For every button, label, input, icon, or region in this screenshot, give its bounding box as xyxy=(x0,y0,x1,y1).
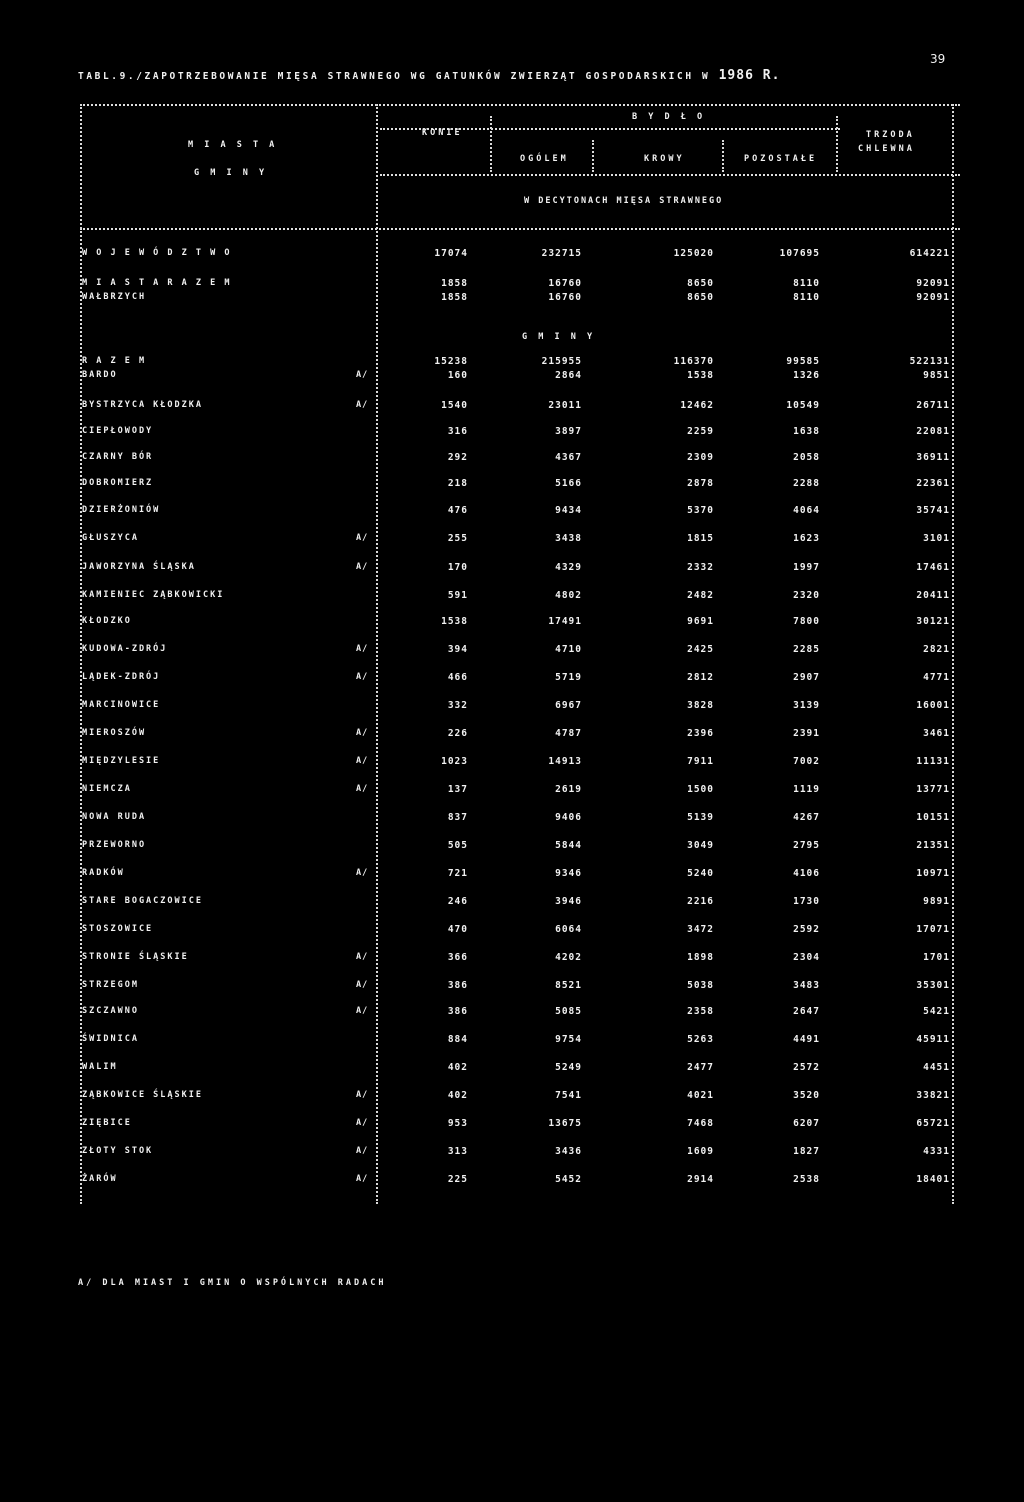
row-value: 2572 xyxy=(793,1062,820,1073)
row-value: 7002 xyxy=(793,756,820,767)
row-value: 137 xyxy=(447,784,468,795)
row-footnote-flag: A/ xyxy=(356,952,369,962)
row-name: M I A S T A R A Z E M xyxy=(82,278,232,288)
row-value: 116370 xyxy=(673,356,714,367)
row-footnote-flag: A/ xyxy=(356,672,369,682)
row-value: 2592 xyxy=(793,924,820,935)
row-value: 13675 xyxy=(548,1118,582,1129)
row-name: KŁODZKO xyxy=(82,616,132,626)
row-value: 2332 xyxy=(687,562,714,573)
row-value: 6207 xyxy=(793,1118,820,1129)
row-value: 232715 xyxy=(541,248,582,259)
row-value: 9891 xyxy=(923,896,950,907)
row-value: 8110 xyxy=(793,292,820,303)
row-value: 1815 xyxy=(687,533,714,544)
row-value: 1730 xyxy=(793,896,820,907)
row-name: DOBROMIERZ xyxy=(82,478,154,488)
row-value: 225 xyxy=(447,1174,468,1185)
row-value: 9346 xyxy=(555,868,582,879)
row-name: NIEMCZA xyxy=(82,784,132,794)
row-value: 5085 xyxy=(555,1006,582,1017)
row-value: 5421 xyxy=(923,1006,950,1017)
row-footnote-flag: A/ xyxy=(356,533,369,543)
row-value: 15238 xyxy=(434,356,468,367)
row-name: KUDOWA-ZDRÓJ xyxy=(82,644,168,654)
row-value: 8650 xyxy=(687,278,714,289)
konie-divider xyxy=(490,116,492,172)
row-value: 8521 xyxy=(555,980,582,991)
header-unit: W DECYTONACH MIĘSA STRAWNEGO xyxy=(524,196,724,206)
row-name: GŁUSZYCA xyxy=(82,533,139,543)
row-value: 17461 xyxy=(916,562,950,573)
header-bottom-rule xyxy=(80,228,960,230)
row-name: MARCINOWICE xyxy=(82,700,161,710)
krowy-divider xyxy=(722,140,724,172)
row-value: 7468 xyxy=(687,1118,714,1129)
row-value: 470 xyxy=(447,924,468,935)
right-border xyxy=(952,104,954,1204)
row-value: 226 xyxy=(447,728,468,739)
row-value: 2914 xyxy=(687,1174,714,1185)
table-title xyxy=(78,68,780,83)
row-value: 21351 xyxy=(916,840,950,851)
row-value: 3438 xyxy=(555,533,582,544)
row-value: 7800 xyxy=(793,616,820,627)
row-value: 5139 xyxy=(687,812,714,823)
row-value: 1609 xyxy=(687,1146,714,1157)
row-value: 1701 xyxy=(923,952,950,963)
row-name: R A Z E M xyxy=(82,356,147,366)
row-value: 2320 xyxy=(793,590,820,601)
row-value: 23011 xyxy=(548,400,582,411)
row-value: 35741 xyxy=(916,505,950,516)
row-value: 3436 xyxy=(555,1146,582,1157)
row-value: 4329 xyxy=(555,562,582,573)
row-value: 10151 xyxy=(916,812,950,823)
header-konie: KONIE xyxy=(422,128,463,138)
row-name: PRZEWORNO xyxy=(82,840,147,850)
row-value: 3828 xyxy=(687,700,714,711)
row-footnote-flag: A/ xyxy=(356,1090,369,1100)
row-value: 5038 xyxy=(687,980,714,991)
row-name: ZŁOTY STOK xyxy=(82,1146,154,1156)
row-value: 7911 xyxy=(687,756,714,767)
row-value: 2396 xyxy=(687,728,714,739)
row-value: 33821 xyxy=(916,1090,950,1101)
row-value: 5844 xyxy=(555,840,582,851)
row-value: 292 xyxy=(447,452,468,463)
row-value: 3461 xyxy=(923,728,950,739)
row-footnote-flag: A/ xyxy=(356,562,369,572)
row-value: 3101 xyxy=(923,533,950,544)
row-value: 505 xyxy=(447,840,468,851)
row-name: LĄDEK-ZDRÓJ xyxy=(82,672,161,682)
row-value: 1898 xyxy=(687,952,714,963)
row-name: STARE BOGACZOWICE xyxy=(82,896,203,906)
row-footnote-flag: A/ xyxy=(356,728,369,738)
row-value: 9754 xyxy=(555,1034,582,1045)
table-title-year: 1986 R. xyxy=(718,68,781,83)
row-value: 9406 xyxy=(555,812,582,823)
row-value: 2288 xyxy=(793,478,820,489)
row-name: ZIĘBICE xyxy=(82,1118,132,1128)
row-value: 837 xyxy=(447,812,468,823)
row-footnote-flag: A/ xyxy=(356,400,369,410)
row-value: 614221 xyxy=(909,248,950,259)
row-value: 4064 xyxy=(793,505,820,516)
row-value: 2795 xyxy=(793,840,820,851)
row-value: 394 xyxy=(447,644,468,655)
page-number: 39 xyxy=(930,52,946,66)
row-value: 2812 xyxy=(687,672,714,683)
row-value: 16760 xyxy=(548,278,582,289)
row-value: 313 xyxy=(447,1146,468,1157)
row-value: 7541 xyxy=(555,1090,582,1101)
row-name: STRZEGOM xyxy=(82,980,139,990)
row-value: 402 xyxy=(447,1062,468,1073)
row-value: 1858 xyxy=(441,278,468,289)
row-value: 1540 xyxy=(441,400,468,411)
row-footnote-flag: A/ xyxy=(356,1174,369,1184)
row-name: ZĄBKOWICE ŚLĄSKIE xyxy=(82,1090,203,1100)
row-value: 99585 xyxy=(786,356,820,367)
row-value: 2309 xyxy=(687,452,714,463)
row-value: 1827 xyxy=(793,1146,820,1157)
row-value: 5263 xyxy=(687,1034,714,1045)
row-name: BYSTRZYCA KŁODZKA xyxy=(82,400,203,410)
row-value: 1326 xyxy=(793,370,820,381)
row-value: 4451 xyxy=(923,1062,950,1073)
row-value: 5166 xyxy=(555,478,582,489)
row-value: 92091 xyxy=(916,292,950,303)
row-value: 4331 xyxy=(923,1146,950,1157)
row-value: 13771 xyxy=(916,784,950,795)
row-value: 10549 xyxy=(786,400,820,411)
row-value: 3897 xyxy=(555,426,582,437)
row-value: 4367 xyxy=(555,452,582,463)
row-value: 2058 xyxy=(793,452,820,463)
row-value: 20411 xyxy=(916,590,950,601)
header-gminy: G M I N Y xyxy=(194,168,268,178)
row-value: 5240 xyxy=(687,868,714,879)
row-value: 125020 xyxy=(673,248,714,259)
row-value: 3946 xyxy=(555,896,582,907)
row-value: 2216 xyxy=(687,896,714,907)
row-value: 6967 xyxy=(555,700,582,711)
table-title-text: TABL.9./ZAPOTRZEBOWANIE MIĘSA STRAWNEGO WG GATUNKÓW ZWIERZĄT GOSPODARSKICH W xyxy=(78,71,711,82)
row-value: 3472 xyxy=(687,924,714,935)
row-value: 35301 xyxy=(916,980,950,991)
row-value: 1538 xyxy=(441,616,468,627)
row-value: 884 xyxy=(447,1034,468,1045)
row-name: ŚWIDNICA xyxy=(82,1034,139,1044)
bydlo-divider xyxy=(836,116,838,172)
row-footnote-flag: A/ xyxy=(356,868,369,878)
row-value: 4787 xyxy=(555,728,582,739)
row-name: SZCZAWNO xyxy=(82,1006,139,1016)
row-value: 4267 xyxy=(793,812,820,823)
ogolem-divider xyxy=(592,140,594,172)
row-value: 3049 xyxy=(687,840,714,851)
row-value: 3483 xyxy=(793,980,820,991)
row-footnote-flag: A/ xyxy=(356,756,369,766)
row-value: 2878 xyxy=(687,478,714,489)
row-value: 476 xyxy=(447,505,468,516)
row-value: 2285 xyxy=(793,644,820,655)
row-value: 92091 xyxy=(916,278,950,289)
row-value: 5249 xyxy=(555,1062,582,1073)
row-value: 4106 xyxy=(793,868,820,879)
row-value: 1119 xyxy=(793,784,820,795)
row-name: MIEROSZÓW xyxy=(82,728,147,738)
row-value: 1997 xyxy=(793,562,820,573)
row-value: 11131 xyxy=(916,756,950,767)
row-name: ŻARÓW xyxy=(82,1174,118,1184)
row-value: 17074 xyxy=(434,248,468,259)
row-value: 2358 xyxy=(687,1006,714,1017)
row-value: 26711 xyxy=(916,400,950,411)
row-value: 386 xyxy=(447,1006,468,1017)
row-value: 4802 xyxy=(555,590,582,601)
header-trzoda: TRZODA xyxy=(866,130,915,140)
row-value: 2821 xyxy=(923,644,950,655)
row-name: WALIM xyxy=(82,1062,118,1072)
row-name: W O J E W Ó D Z T W O xyxy=(82,248,232,258)
row-value: 17071 xyxy=(916,924,950,935)
header-miasta: M I A S T A xyxy=(188,140,278,150)
unit-top-rule xyxy=(380,174,960,176)
row-value: 332 xyxy=(447,700,468,711)
row-value: 2482 xyxy=(687,590,714,601)
row-footnote-flag: A/ xyxy=(356,980,369,990)
row-value: 5370 xyxy=(687,505,714,516)
row-value: 9691 xyxy=(687,616,714,627)
row-value: 160 xyxy=(447,370,468,381)
row-name: STRONIE ŚLĄSKIE xyxy=(82,952,189,962)
row-footnote-flag: A/ xyxy=(356,1146,369,1156)
row-value: 255 xyxy=(447,533,468,544)
row-value: 316 xyxy=(447,426,468,437)
row-value: 591 xyxy=(447,590,468,601)
row-value: 9434 xyxy=(555,505,582,516)
row-value: 1858 xyxy=(441,292,468,303)
row-value: 36911 xyxy=(916,452,950,463)
row-footnote-flag: A/ xyxy=(356,644,369,654)
row-value: 22361 xyxy=(916,478,950,489)
row-value: 721 xyxy=(447,868,468,879)
row-value: 16760 xyxy=(548,292,582,303)
row-name: NOWA RUDA xyxy=(82,812,147,822)
row-value: 1623 xyxy=(793,533,820,544)
table-top-rule xyxy=(80,104,960,106)
row-value: 22081 xyxy=(916,426,950,437)
row-value: 3520 xyxy=(793,1090,820,1101)
row-footnote-flag: A/ xyxy=(356,370,369,380)
name-column-divider xyxy=(376,104,378,1204)
row-value: 14913 xyxy=(548,756,582,767)
row-value: 2647 xyxy=(793,1006,820,1017)
row-value: 466 xyxy=(447,672,468,683)
header-trzoda-chlewna: CHLEWNA xyxy=(858,144,915,154)
row-name: DZIERŻONIÓW xyxy=(82,505,161,515)
section-label-gminy: G M I N Y xyxy=(522,332,596,342)
row-value: 8110 xyxy=(793,278,820,289)
row-value: 2425 xyxy=(687,644,714,655)
row-value: 215955 xyxy=(541,356,582,367)
row-value: 107695 xyxy=(779,248,820,259)
row-value: 5452 xyxy=(555,1174,582,1185)
row-value: 386 xyxy=(447,980,468,991)
row-name: CZARNY BÓR xyxy=(82,452,154,462)
row-name: BARDO xyxy=(82,370,118,380)
row-value: 2538 xyxy=(793,1174,820,1185)
row-name: RADKÓW xyxy=(82,868,125,878)
row-value: 246 xyxy=(447,896,468,907)
header-bydlo: B Y D Ł O xyxy=(632,112,706,122)
row-footnote-flag: A/ xyxy=(356,1118,369,1128)
row-value: 170 xyxy=(447,562,468,573)
row-value: 8650 xyxy=(687,292,714,303)
footnote: A/ DLA MIAST I GMIN O WSPÓLNYCH RADACH xyxy=(78,1278,387,1288)
row-value: 18401 xyxy=(916,1174,950,1185)
row-value: 4771 xyxy=(923,672,950,683)
row-value: 2391 xyxy=(793,728,820,739)
row-value: 2864 xyxy=(555,370,582,381)
row-name: KAMIENIEC ZĄBKOWICKI xyxy=(82,590,225,600)
row-value: 45911 xyxy=(916,1034,950,1045)
row-value: 2304 xyxy=(793,952,820,963)
row-footnote-flag: A/ xyxy=(356,784,369,794)
row-name: MIĘDZYLESIE xyxy=(82,756,161,766)
row-value: 4202 xyxy=(555,952,582,963)
row-name: JAWORZYNA ŚLĄSKA xyxy=(82,562,196,572)
row-value: 65721 xyxy=(916,1118,950,1129)
row-value: 30121 xyxy=(916,616,950,627)
row-name: STOSZOWICE xyxy=(82,924,154,934)
row-value: 6064 xyxy=(555,924,582,935)
row-value: 4021 xyxy=(687,1090,714,1101)
row-footnote-flag: A/ xyxy=(356,1006,369,1016)
row-value: 2619 xyxy=(555,784,582,795)
row-value: 1023 xyxy=(441,756,468,767)
row-value: 953 xyxy=(447,1118,468,1129)
row-name: WAŁBRZYCH xyxy=(82,292,147,302)
row-value: 3139 xyxy=(793,700,820,711)
row-value: 2907 xyxy=(793,672,820,683)
row-value: 1538 xyxy=(687,370,714,381)
header-krowy: KROWY xyxy=(644,154,685,164)
row-value: 16001 xyxy=(916,700,950,711)
row-name: CIEPŁOWODY xyxy=(82,426,154,436)
row-value: 17491 xyxy=(548,616,582,627)
row-value: 2259 xyxy=(687,426,714,437)
row-value: 12462 xyxy=(680,400,714,411)
row-value: 10971 xyxy=(916,868,950,879)
row-value: 402 xyxy=(447,1090,468,1101)
header-ogolem: OGÓLEM xyxy=(520,154,569,164)
row-value: 366 xyxy=(447,952,468,963)
row-value: 522131 xyxy=(909,356,950,367)
row-value: 218 xyxy=(447,478,468,489)
row-value: 9851 xyxy=(923,370,950,381)
row-value: 1500 xyxy=(687,784,714,795)
row-value: 5719 xyxy=(555,672,582,683)
row-value: 1638 xyxy=(793,426,820,437)
row-value: 4491 xyxy=(793,1034,820,1045)
header-pozostale: POZOSTAŁE xyxy=(744,154,818,164)
row-value: 2477 xyxy=(687,1062,714,1073)
row-value: 4710 xyxy=(555,644,582,655)
